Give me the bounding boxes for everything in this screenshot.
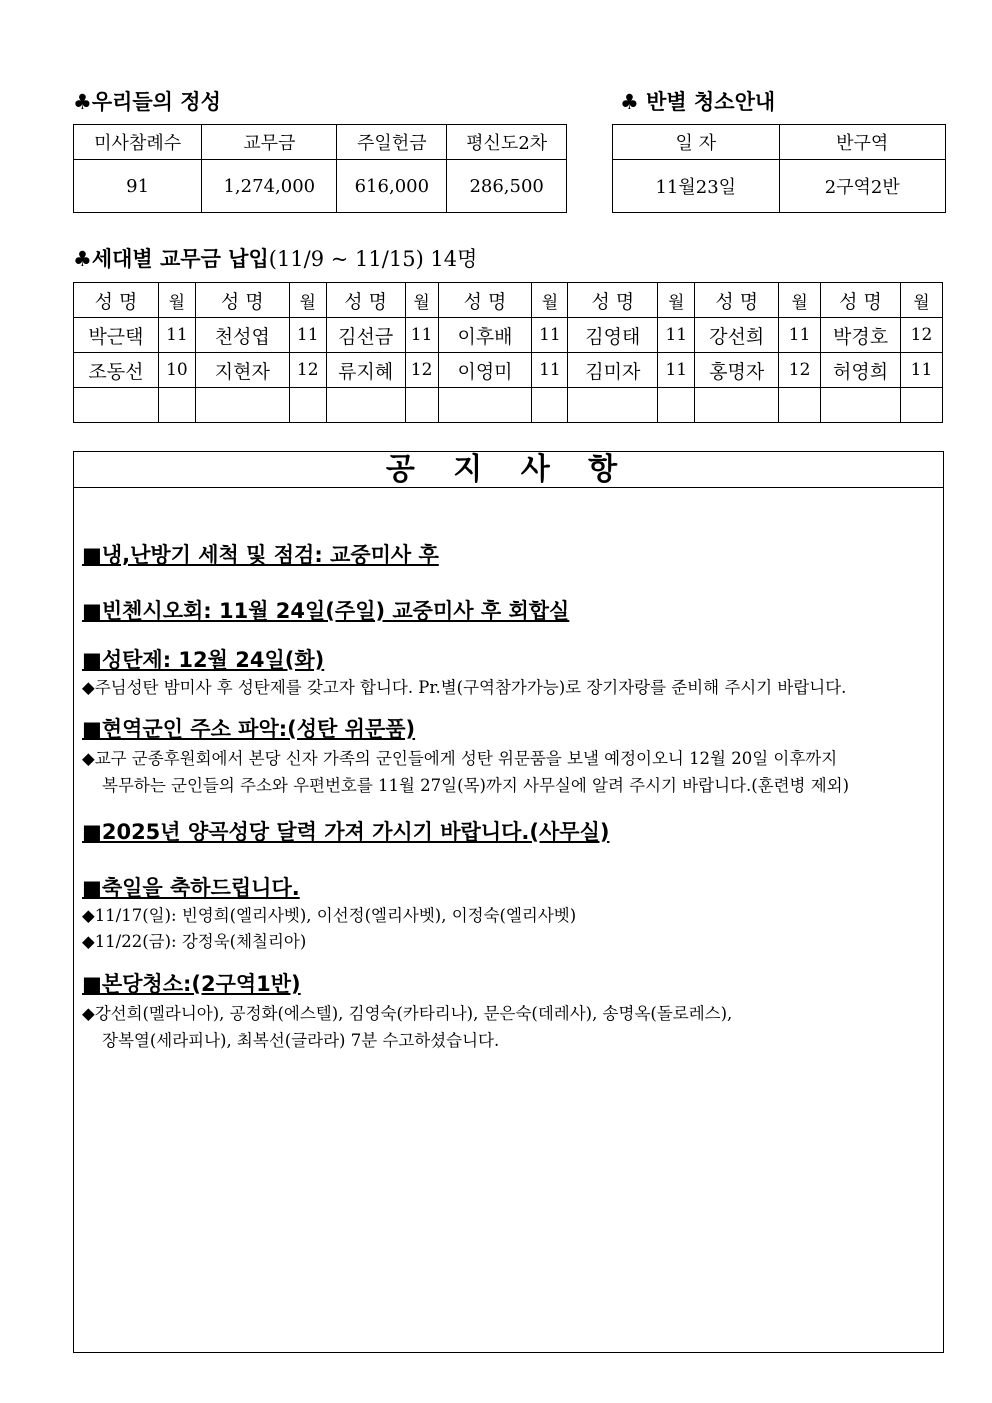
month-header: 월 bbox=[658, 283, 695, 318]
dues-name: 김미자 bbox=[568, 353, 658, 388]
dues-name: 김영태 bbox=[568, 318, 658, 353]
dues-name: 이영미 bbox=[438, 353, 532, 388]
dues-name bbox=[195, 388, 289, 423]
name-header: 성 명 bbox=[821, 283, 901, 318]
dues-month: 11 bbox=[289, 318, 326, 353]
month-header: 월 bbox=[901, 283, 943, 318]
notice-soldiers-detail-2: 복무하는 군인들의 주소와 우편번호를 11월 27일(목)까지 사무실에 알려 주시기 바랍니다.(훈련병 제외) bbox=[102, 776, 850, 795]
notice-feast-detail-1: ◆11/17(일): 빈영희(엘리사벳), 이선정(엘리사벳), 이정숙(엘리사벳) bbox=[82, 906, 577, 925]
cleaning-header: 반구역 bbox=[779, 125, 946, 160]
dues-name: 류지혜 bbox=[326, 353, 405, 388]
month-header: 월 bbox=[779, 283, 821, 318]
notice-feast-detail-2: ◆11/22(금): 강정욱(체칠리아) bbox=[82, 932, 307, 951]
dues-name bbox=[821, 388, 901, 423]
dues-month: 11 bbox=[158, 318, 195, 353]
notice-christmas: ■성탄제: 12월 24일(화) bbox=[82, 648, 325, 672]
notice-cleaning-detail-2: 장복열(세라피나), 최복선(글라라) 7분 수고하셨습니다. bbox=[102, 1031, 500, 1050]
dues-name: 강선희 bbox=[695, 318, 779, 353]
cleaning-value: 11월23일 bbox=[613, 160, 780, 213]
dues-name: 지현자 bbox=[195, 353, 289, 388]
dues-name: 박근택 bbox=[74, 318, 159, 353]
dues-month: 11 bbox=[658, 353, 695, 388]
notice-soldiers-detail-1: ◆교구 군종후원회에서 본당 신자 가족의 군인들에게 성탄 위문품을 보낼 예정이오니 12월 20일 이후까지 bbox=[82, 749, 838, 768]
month-header: 월 bbox=[289, 283, 326, 318]
notice-calendar: ■2025년 양곡성당 달력 가져 가시기 바랍니다.(사무실) bbox=[82, 820, 610, 844]
dues-month bbox=[405, 388, 438, 423]
dues-header-row bbox=[74, 283, 943, 318]
cleaning-header: 일 자 bbox=[613, 125, 780, 160]
offering-header: 주일헌금 bbox=[337, 125, 447, 160]
dues-month: 11 bbox=[532, 318, 568, 353]
dues-name: 허영희 bbox=[821, 353, 901, 388]
month-header: 월 bbox=[158, 283, 195, 318]
dues-name: 조동선 bbox=[74, 353, 159, 388]
dues-month bbox=[901, 388, 943, 423]
notice-feast: ■축일을 축하드립니다. bbox=[82, 876, 300, 900]
dues-month: 12 bbox=[405, 353, 438, 388]
name-header: 성 명 bbox=[568, 283, 658, 318]
dues-name: 홍명자 bbox=[695, 353, 779, 388]
name-header: 성 명 bbox=[74, 283, 159, 318]
dues-month bbox=[532, 388, 568, 423]
dues-row-empty bbox=[74, 388, 943, 423]
offering-value: 91 bbox=[74, 160, 202, 213]
notice-cleaning-detail-1: ◆강선희(멜라니아), 공정화(에스텔), 김영숙(카타리나), 문은숙(데레사), 송명옥(돌로레스), bbox=[82, 1004, 733, 1023]
dues-name: 천성엽 bbox=[195, 318, 289, 353]
month-header: 월 bbox=[405, 283, 438, 318]
dues-heading bbox=[73, 243, 477, 273]
offering-header: 교무금 bbox=[202, 125, 337, 160]
dues-month: 12 bbox=[289, 353, 326, 388]
dues-month: 11 bbox=[779, 318, 821, 353]
notice-title: 공 지 사 항 bbox=[74, 452, 943, 488]
offering-value: 286,500 bbox=[447, 160, 567, 213]
dues-row bbox=[74, 318, 943, 353]
notice-box bbox=[73, 451, 944, 1353]
cleaning-heading: ♣ 반별 청소안내 bbox=[620, 90, 776, 114]
dues-month bbox=[158, 388, 195, 423]
notice-aircon: ■냉,난방기 세척 및 점검: 교중미사 후 bbox=[82, 543, 439, 567]
dues-name bbox=[74, 388, 159, 423]
dues-month: 11 bbox=[658, 318, 695, 353]
dues-name bbox=[568, 388, 658, 423]
dues-month: 10 bbox=[158, 353, 195, 388]
dues-month: 11 bbox=[405, 318, 438, 353]
name-header: 성 명 bbox=[326, 283, 405, 318]
notice-cleaning: ■본당청소:(2구역1반) bbox=[82, 972, 301, 996]
dues-table bbox=[73, 282, 943, 423]
dues-month: 12 bbox=[901, 318, 943, 353]
notice-christmas-detail: ◆주님성탄 밤미사 후 성탄제를 갖고자 합니다. Pr.별(구역참가가능)로 장기자랑를 준비해 주시기 바랍니다. bbox=[82, 678, 847, 697]
dues-month: 12 bbox=[779, 353, 821, 388]
notice-vincent: ■빈첸시오회: 11월 24일(주일) 교중미사 후 회합실 bbox=[82, 599, 570, 623]
offering-value: 1,274,000 bbox=[202, 160, 337, 213]
offering-value: 616,000 bbox=[337, 160, 447, 213]
dues-name bbox=[695, 388, 779, 423]
dues-name: 김선금 bbox=[326, 318, 405, 353]
dues-month: 11 bbox=[532, 353, 568, 388]
month-header: 월 bbox=[532, 283, 568, 318]
dues-month bbox=[779, 388, 821, 423]
name-header: 성 명 bbox=[438, 283, 532, 318]
dues-row bbox=[74, 353, 943, 388]
cleaning-value: 2구역2반 bbox=[779, 160, 946, 213]
dues-name bbox=[326, 388, 405, 423]
notice-soldiers: ■현역군인 주소 파악:(성탄 위문품) bbox=[82, 717, 416, 741]
name-header: 성 명 bbox=[695, 283, 779, 318]
offering-table bbox=[73, 124, 567, 213]
offering-header: 평신도2차 bbox=[447, 125, 567, 160]
offering-heading: ♣우리들의 정성 bbox=[73, 90, 221, 114]
offering-header: 미사참례수 bbox=[74, 125, 202, 160]
dues-month bbox=[289, 388, 326, 423]
dues-name bbox=[438, 388, 532, 423]
cleaning-table bbox=[612, 124, 946, 213]
dues-month: 11 bbox=[901, 353, 943, 388]
dues-name: 이후배 bbox=[438, 318, 532, 353]
dues-name: 박경호 bbox=[821, 318, 901, 353]
dues-month bbox=[658, 388, 695, 423]
name-header: 성 명 bbox=[195, 283, 289, 318]
dues-heading-period: (11/9 ~ 11/15) 14명 bbox=[268, 247, 478, 271]
dues-heading-title: ♣세대별 교무금 납입 bbox=[73, 247, 269, 271]
